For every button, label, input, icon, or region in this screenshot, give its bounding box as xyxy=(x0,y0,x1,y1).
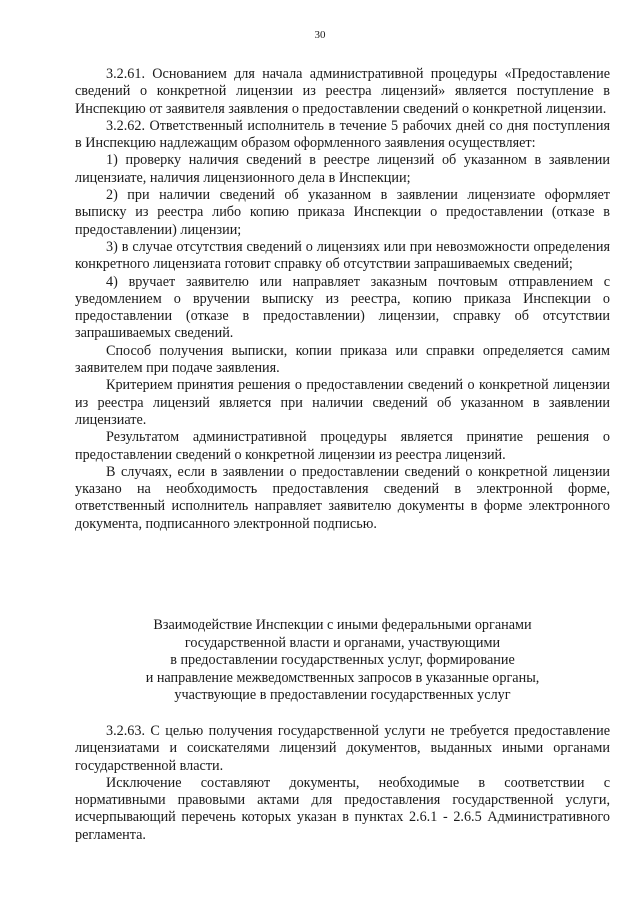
paragraph-3-2-61: 3.2.61. Основанием для начала административной процедуры «Предоставление сведений о конкретной лицензии из реестра лицензий» является поступление в Инспекцию от заявителя заявления о предоставлении сведений о конкретной лицензии. xyxy=(75,66,610,117)
body-text-bottom xyxy=(75,723,610,844)
list-item-4: 4) вручает заявителю или направляет заказным почтовым отправлением с уведомлением о вручении выписку из реестра, копию приказа Инспекции о предоставлении (отказе в предоставлении) лицензии, справку об отсутствии запрашиваемых сведений. xyxy=(75,273,610,342)
paragraph-electronic-form: В случаях, если в заявлении о предоставлении сведений о конкретной лицензии указано на необходимость предоставления сведений в электронной форме, ответственный исполнитель направляет заявителю документы в форме электронного документа, подписанного электронной подписью. xyxy=(75,463,610,532)
paragraph-3-2-63: 3.2.63. С целью получения государственной услуги не требуется предоставление лицензиатами и соискателями лицензий документов, выданных иными органами государственной власти. xyxy=(75,723,610,774)
list-item-2: 2) при наличии сведений об указанном в заявлении лицензиате оформляет выписку из реестра либо копию приказа Инспекции о предоставлении (отказе в предоставлении) лицензии; xyxy=(75,187,610,238)
body-text-top xyxy=(75,66,610,533)
heading-line: в предоставлении государственных услуг, формирование xyxy=(170,652,515,668)
list-item-3: 3) в случае отсутствия сведений о лицензиях или при невозможности определения конкретного лицензиата готовит справку об отсутствии запрашиваемых сведений; xyxy=(75,238,610,273)
page-number: 30 xyxy=(314,29,326,41)
paragraph-criterion: Критерием принятия решения о предоставлении сведений о конкретной лицензии из реестра лицензий является при наличии сведений об указанном в заявлении лицензиате. xyxy=(75,377,610,428)
paragraph-result: Результатом административной процедуры является принятие решения о предоставлении сведений о конкретной лицензии из реестра лицензий. xyxy=(75,429,610,463)
list-item-1: 1) проверку наличия сведений в реестре лицензий об указанном в заявлении лицензиате, наличия лицензионного дела в Инспекции; xyxy=(75,152,610,186)
heading-line: участвующие в предоставлении государственных услуг xyxy=(174,687,511,703)
heading-line: Взаимодействие Инспекции с иными федеральными органами xyxy=(153,617,532,633)
paragraph-3-2-62: 3.2.62. Ответственный исполнитель в течение 5 рабочих дней со дня поступления в Инспекцию надлежащим образом оформленного заявления осуществляет: xyxy=(75,117,610,152)
heading-line: и направление межведомственных запросов в указанные органы, xyxy=(145,669,540,686)
paragraph-exception: Исключение составляют документы, необходимые в соответствии с нормативными правовыми актами для предоставления государственной услуги, исчерпывающий перечень которых указан в пунктах 2.6.1 - 2.6.5 Административного регламента. xyxy=(75,774,610,843)
section-heading xyxy=(75,617,610,705)
heading-line: государственной власти и органами, участвующими xyxy=(184,634,501,651)
paragraph-delivery-method: Способ получения выписки, копии приказа или справки определяется самим заявителем при подаче заявления. xyxy=(75,342,610,377)
